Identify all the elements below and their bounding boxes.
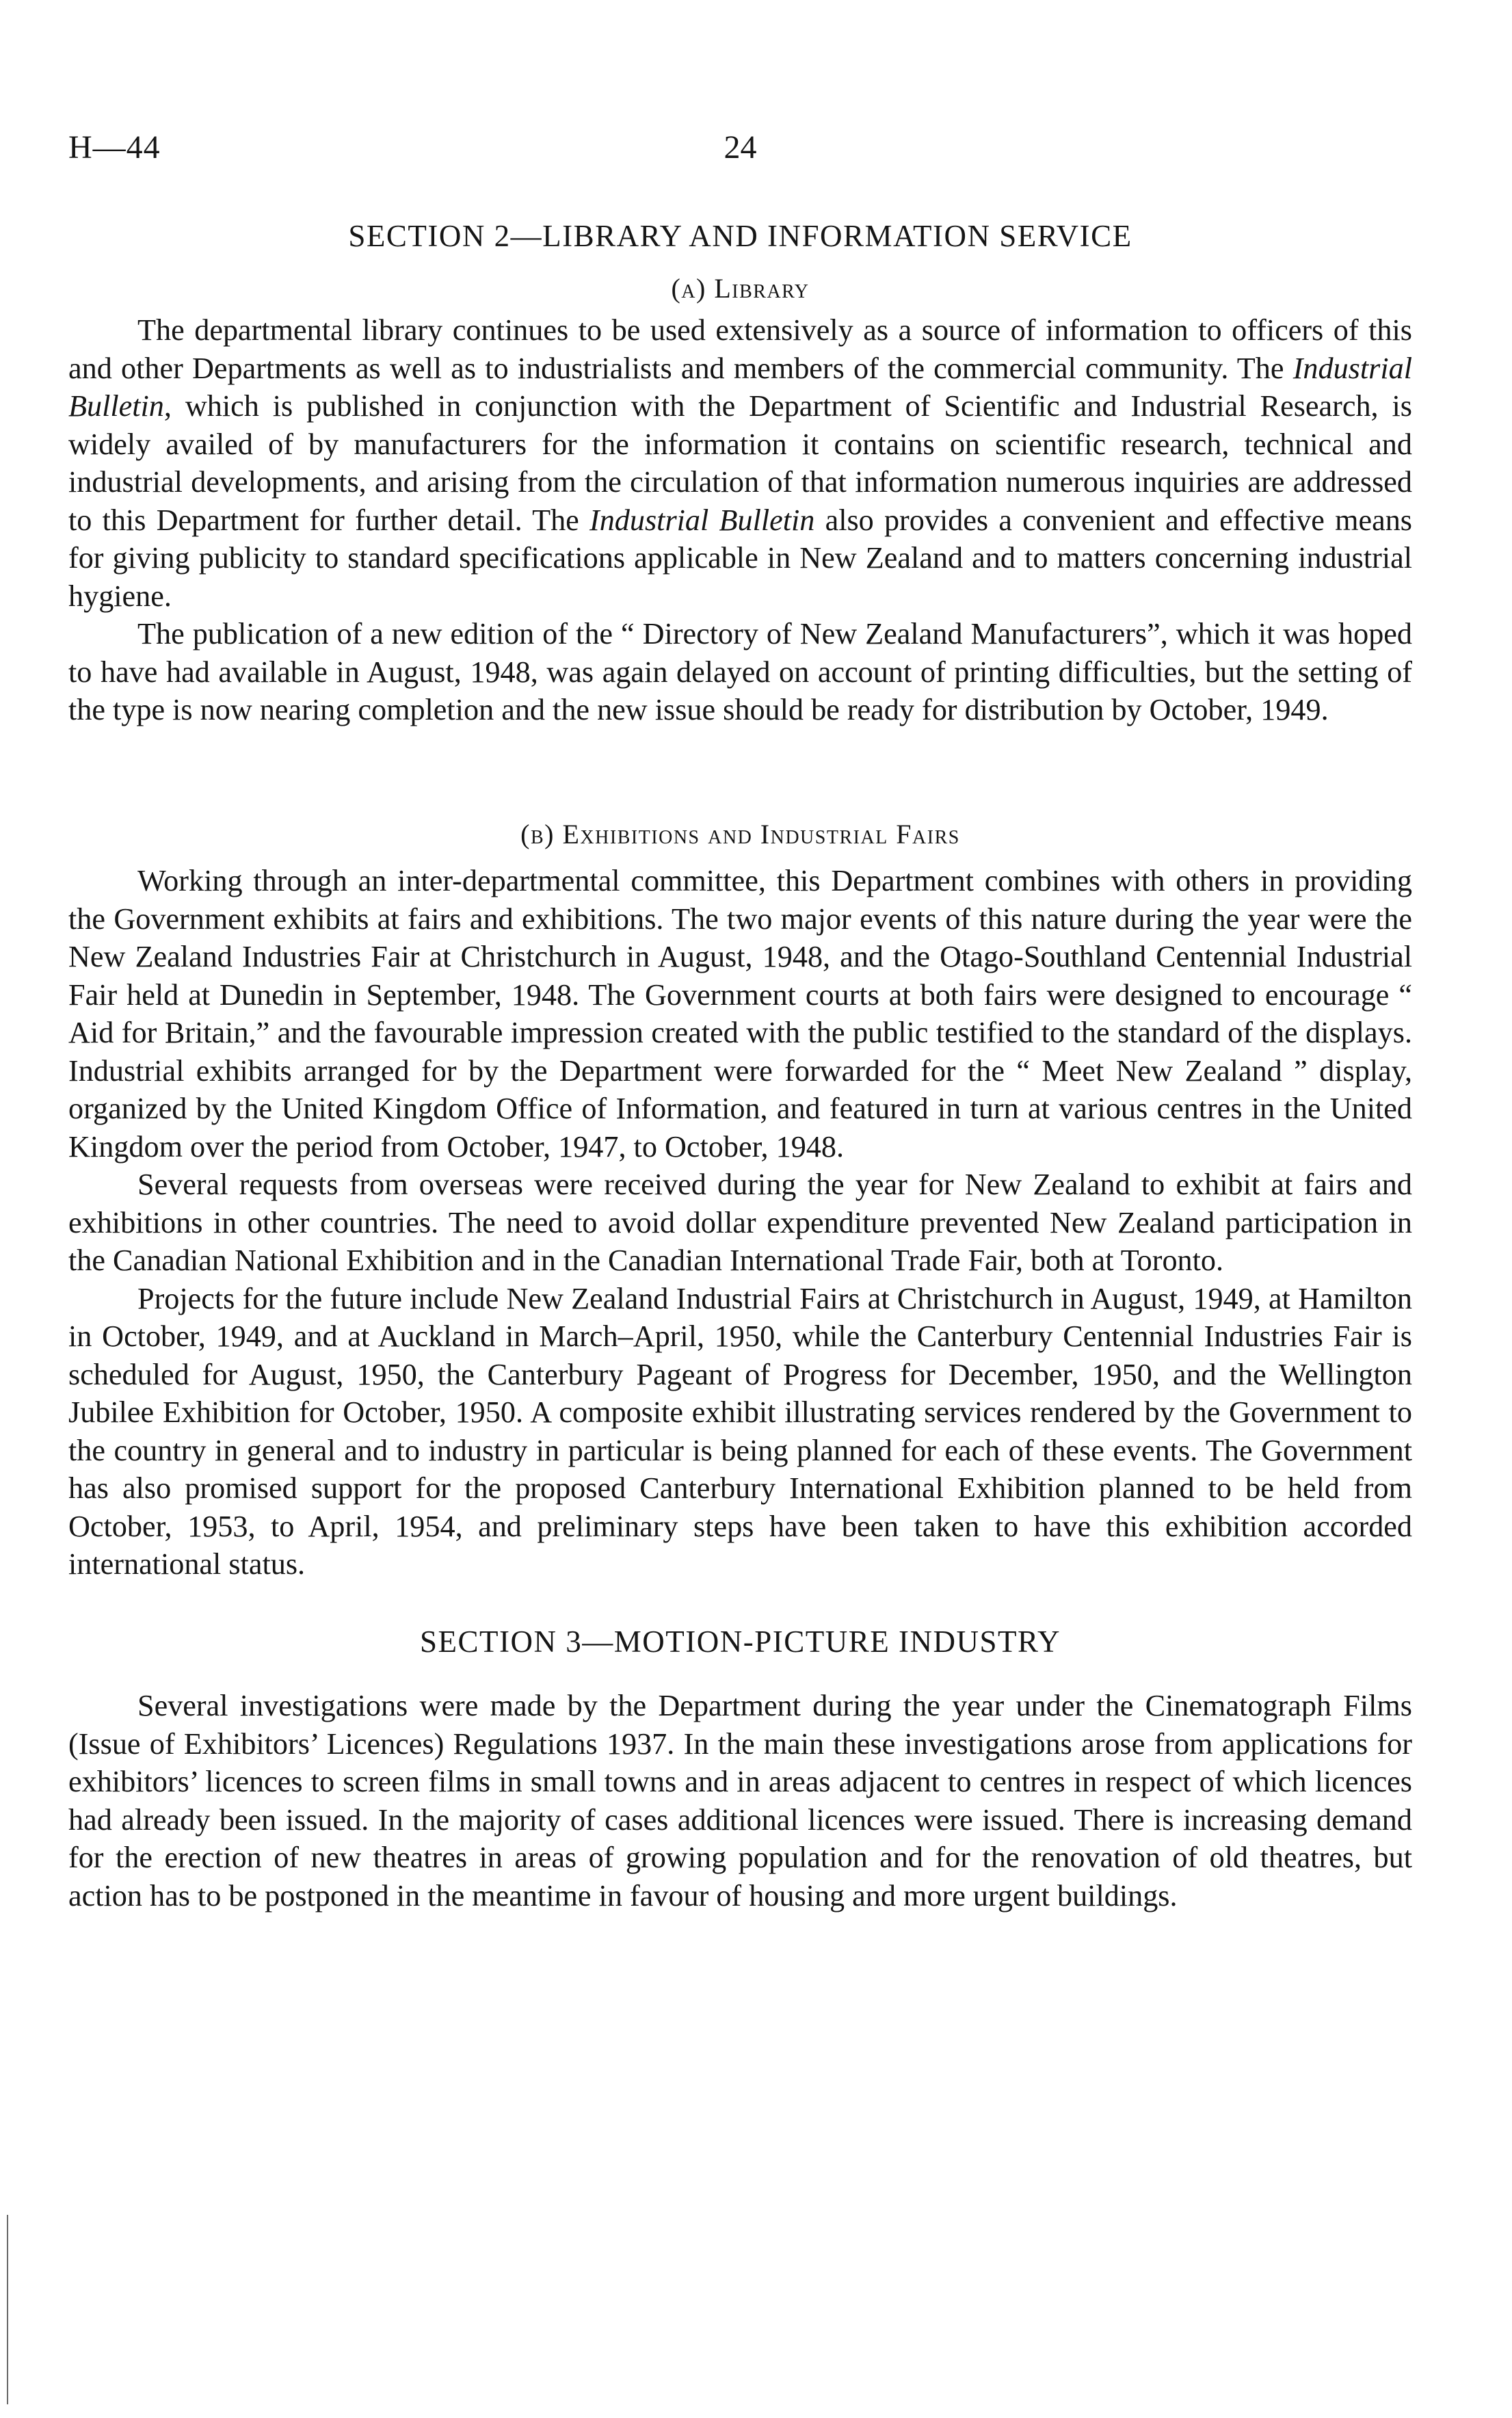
exhibitions-paragraph-2: Several requests from overseas were received during the year for New Zealand to exhibit at fairs and exhibitions in other countries. The need to avoid dollar expenditure prevented New Zealand participation in the Canadian National Exhibition and in the Canadian International Trade Fair, both at Toronto. [68, 1168, 1412, 1277]
page-number: 24 [724, 129, 757, 166]
industrial-bulletin-title: Industrial Bulletin [589, 503, 815, 537]
library-paragraph-1: The departmental library continues to be used extensively as a source of information to officers of this and other Departments as well as to industrialists and members of the commercial community. The Industrial Bulletin, which is published in conjunction with the Department of Scientific and Industrial Research, is widely availed of by manufacturers for the information it contains on scientific research, technical and industrial developments, and arising from the circulation of that information numerous inquiries are addressed to this Department for further detail. The Industrial Bulletin also provides a convenient and effective means for giving publicity to standard specifications applicable in New Zealand and to matters concerning industrial hygiene. [68, 313, 1412, 613]
document-reference: H—44 [68, 129, 161, 166]
page-header [68, 129, 1412, 178]
section-2-title: SECTION 2—LIBRARY AND INFORMATION SERVICE [348, 219, 1132, 253]
margin-rule [7, 2215, 8, 2404]
section-3-title: SECTION 3—MOTION-PICTURE INDUSTRY [420, 1624, 1061, 1659]
industrial-bulletin-title: Industrial Bulletin [68, 351, 1412, 423]
exhibitions-heading: (b) Exhibitions and Industrial Fairs [520, 818, 960, 850]
motion-picture-paragraph-1: Several investigations were made by the Department during the year under the Cinematograph Films (Issue of Exhibitors’ Licences) Regulations 1937. In the main these investigations arose from applications for exhibitors’ licences to screen films in small towns and in areas adjacent to centres in respect of which licences had already been issued. In the majority of cases additional licences were issued. There is increasing demand for the erection of new theatres in areas of growing population and for the renovation of old theatres, but action has to be postponed in the meantime in favour of housing and more urgent buildings. [68, 1689, 1412, 1913]
library-heading: (a) Library [671, 272, 810, 304]
library-paragraph-2: The publication of a new edition of the “ Directory of New Zealand Manufacturers”, which it was hoped to have had available in August, 1948, was again delayed on account of printing difficulties, but the setting of the type is now nearing completion and the new issue should be ready for distribution by October, 1949. [68, 617, 1412, 726]
exhibitions-paragraph-3: Projects for the future include New Zealand Industrial Fairs at Christchurch in August, 1949, at Hamilton in October, 1949, and at Auckland in March–April, 1950, while the Canterbury Centennial Industries Fair is scheduled for August, 1950, the Canterbury Pageant of Progress for December, 1950, and the Wellington Jubilee Exhibition for October, 1950. A composite exhibit illustrating services rendered by the Government to the country in general and to industry in particular is being planned for each of these events. The Government has also promised support for the proposed Canterbury International Exhibition planned to be held from October, 1953, to April, 1954, and preliminary steps have been taken to have this exhibition accorded international status. [68, 1281, 1412, 1581]
page-body [68, 218, 1412, 1915]
exhibitions-paragraph-1: Working through an inter-departmental committee, this Department combines with others in providing the Government exhibits at fairs and exhibitions. The two major events of this nature during the year were the New Zealand Industries Fair at Christchurch in August, 1948, and the Otago-Southland Centennial Industrial Fair held at Dunedin in September, 1948. The Government courts at both fairs were designed to encourage “ Aid for Britain,” and the favourable impression created with the public testified to the standard of the displays. Industrial exhibits arranged for by the Department were forwarded for the “ Meet New Zealand ” display, organized by the United Kingdom Office of Information, and featured in turn at various centres in the United Kingdom over the period from October, 1947, to October, 1948. [68, 864, 1412, 1164]
